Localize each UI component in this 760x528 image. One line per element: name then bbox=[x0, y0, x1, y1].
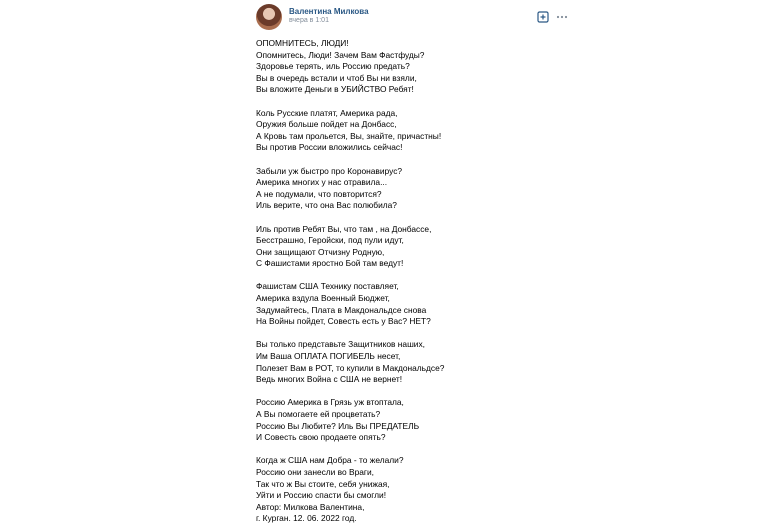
poem-line: На Войны пойдет, Совесть есть у Вас? НЕТ? bbox=[256, 316, 431, 327]
stanza-gap bbox=[256, 328, 576, 340]
poem-line: Здоровье терять, иль Россию предать? bbox=[256, 61, 410, 72]
author-name[interactable]: Валентина Милкова bbox=[289, 7, 369, 16]
poem-line: Коль Русские платят, Америка рада, bbox=[256, 107, 398, 118]
stanza-gap bbox=[256, 96, 576, 108]
post-time[interactable]: вчера в 1:01 bbox=[289, 17, 329, 24]
poem-line: Они защищают Отчизну Родную, bbox=[256, 246, 385, 257]
poem-line: Россию они занесли во Враги, bbox=[256, 466, 374, 477]
poem-line: ОПОМНИТЕСЬ, ЛЮДИ! bbox=[256, 38, 349, 48]
poem-line: Когда ж США нам Добра - то желали? bbox=[256, 455, 404, 466]
stanza-gap bbox=[256, 444, 576, 456]
poem-line: Автор: Милкова Валентина, bbox=[256, 501, 365, 512]
poem-line: г. Курган. 12. 06. 2022 год. bbox=[256, 513, 357, 524]
bookmark-add-icon[interactable] bbox=[537, 10, 549, 22]
poem-line: Ведь многих Война с США не вернет! bbox=[256, 374, 403, 385]
poem-line: Россию Вы Любите? Иль Вы ПРЕДАТЕЛЬ bbox=[256, 420, 420, 431]
poem-line: Фашистам США Технику поставляет, bbox=[256, 281, 399, 292]
poem-line: Вы в очередь встали и чтоб Вы ни взяли, bbox=[256, 72, 417, 83]
poem-line: С Фашистами яростно Бой там ведут! bbox=[256, 258, 404, 269]
poem-line: Америка многих у нас отравила... bbox=[256, 177, 388, 188]
poem-line: Иль верите, что она Вас полюбила? bbox=[256, 200, 397, 211]
poem-line: А Кровь там прольется, Вы, знайте, причастны! bbox=[256, 130, 442, 141]
post-text bbox=[256, 38, 576, 525]
poem-line: Вы против России вложились сейчас! bbox=[256, 142, 403, 153]
poem-line: А Вы помогаете ей процветать? bbox=[256, 409, 381, 419]
poem-line: Оружия больше пойдет на Донбасс, bbox=[256, 119, 397, 130]
poem-line: Иль против Ребят Вы, что там , на Донбассе, bbox=[256, 223, 432, 234]
poem-line: Им Ваша ОПЛАТА ПОГИБЕЛЬ несет, bbox=[256, 351, 401, 362]
poem-line: И Совесть свою продаете опять? bbox=[256, 432, 386, 443]
poem-line: Опомнитесь, Люди! Зачем Вам Фастфуды? bbox=[256, 49, 425, 60]
poem-line: Вы только представьте Защитников наших, bbox=[256, 339, 425, 350]
more-dots-icon[interactable] bbox=[555, 10, 569, 22]
poem-line: Вы вложите Деньги в УБИЙСТВО Ребят! bbox=[256, 84, 414, 95]
stanza-gap bbox=[256, 154, 576, 166]
poem-line: Так что ж Вы стоите, себя унижая, bbox=[256, 478, 390, 489]
stanza-gap bbox=[256, 270, 576, 282]
poem-line: Бесстрашно, Геройски, под пули идут, bbox=[256, 235, 404, 246]
poem-line: Полезет Вам в РОТ, то купили в Макдональдсе? bbox=[256, 362, 445, 373]
poem-line: Уйти и Россию спасти бы смогли! bbox=[256, 490, 387, 501]
poem-line: Задумайтесь, Плата в Макдональдсе снова bbox=[256, 304, 427, 315]
avatar[interactable] bbox=[256, 4, 282, 30]
poem-line: Забыли уж быстро про Коронавирус? bbox=[256, 165, 403, 176]
stanza-gap bbox=[256, 212, 576, 224]
poem-line: Америка вздула Военный Бюджет, bbox=[256, 293, 390, 304]
poem-line: А не подумали, что повторится? bbox=[256, 188, 382, 199]
poem-line: Россию Америка в Грязь уж втоптала, bbox=[256, 397, 404, 408]
stanza-gap bbox=[256, 386, 576, 398]
